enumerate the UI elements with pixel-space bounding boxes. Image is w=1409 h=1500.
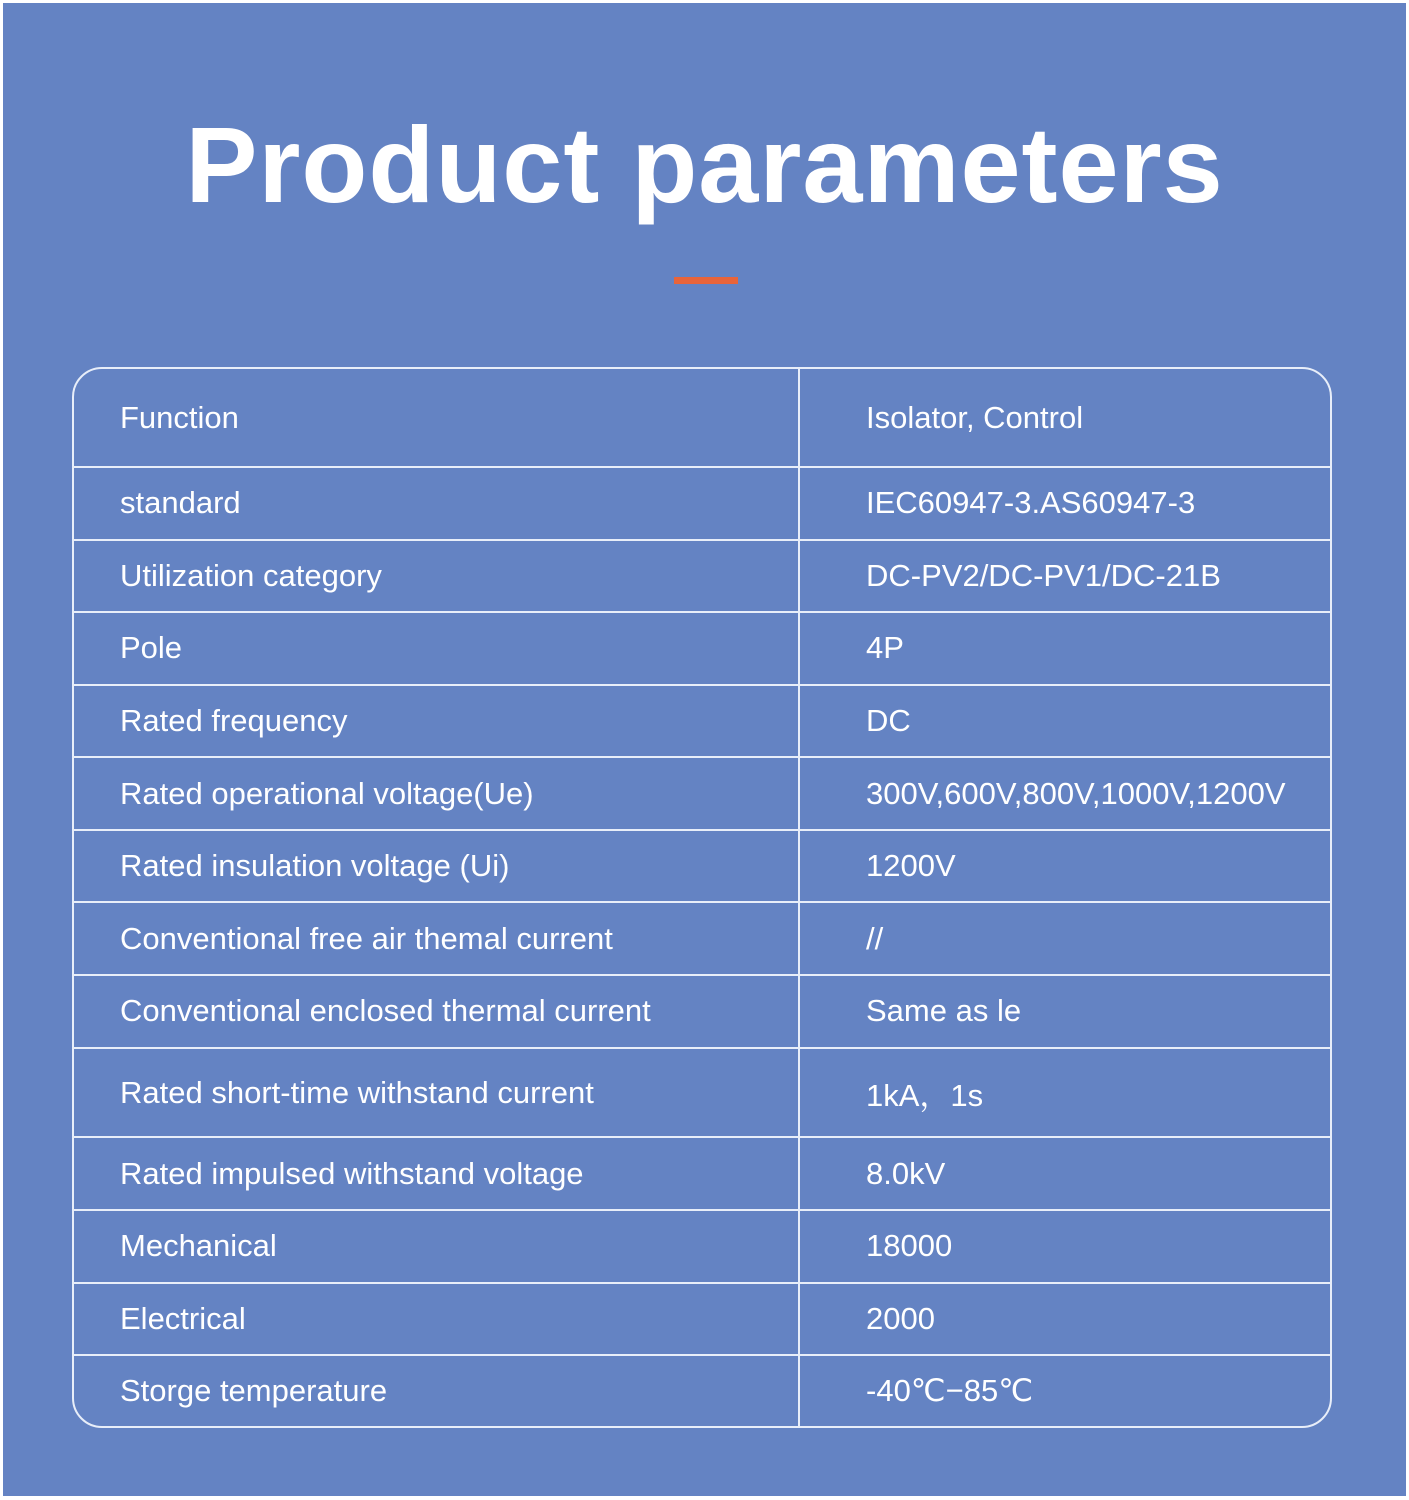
parameter-value: IEC60947-3.AS60947-3 (799, 467, 1330, 540)
parameter-value: DC (799, 685, 1330, 758)
table-row (74, 1355, 1330, 1426)
parameter-name: Mechanical (74, 1210, 799, 1283)
parameter-name: Conventional free air themal current (74, 902, 799, 975)
parameter-value: -40℃−85℃ (799, 1355, 1330, 1426)
parameter-name: standard (74, 467, 799, 540)
parameter-name: Storge temperature (74, 1355, 799, 1426)
parameter-value: 1200V (799, 830, 1330, 903)
parameter-name: Function (74, 369, 799, 467)
parameter-value: Same as le (799, 975, 1330, 1048)
title-accent-divider (674, 277, 738, 284)
parameter-value: 300V,600V,800V,1000V,1200V (799, 757, 1330, 830)
parameter-value: 18000 (799, 1210, 1330, 1283)
table-row (74, 1283, 1330, 1356)
parameter-value: 4P (799, 612, 1330, 685)
parameters-table-frame (72, 367, 1332, 1428)
table-row (74, 1048, 1330, 1138)
table-row (74, 467, 1330, 540)
parameter-name: Rated operational voltage(Ue) (74, 757, 799, 830)
table-row (74, 830, 1330, 903)
table-row (74, 540, 1330, 613)
page-title: Product parameters (185, 104, 1224, 225)
parameter-value: 2000 (799, 1283, 1330, 1356)
parameter-name: Rated impulsed withstand voltage (74, 1137, 799, 1210)
parameter-name: Rated short-time withstand current (74, 1048, 799, 1138)
table-row (74, 685, 1330, 758)
table-row (74, 757, 1330, 830)
parameter-name: Conventional enclosed thermal current (74, 975, 799, 1048)
table-row (74, 902, 1330, 975)
parameter-name: Rated insulation voltage (Ui) (74, 830, 799, 903)
table-row (74, 1210, 1330, 1283)
table-row (74, 369, 1330, 467)
parameter-name: Pole (74, 612, 799, 685)
parameter-name: Utilization category (74, 540, 799, 613)
parameter-value: Isolator, Control (866, 399, 1084, 435)
table-row (74, 1137, 1330, 1210)
parameter-name: Rated frequency (74, 685, 799, 758)
parameter-name: Electrical (74, 1283, 799, 1356)
parameter-value: 8.0kV (799, 1137, 1330, 1210)
parameter-value: // (799, 902, 1330, 975)
parameters-table (74, 369, 1330, 1426)
parameter-value: DC-PV2/DC-PV1/DC-21B (799, 540, 1330, 613)
table-row (74, 612, 1330, 685)
parameter-value: 1kA，1s (799, 1048, 1330, 1138)
table-row (74, 975, 1330, 1048)
